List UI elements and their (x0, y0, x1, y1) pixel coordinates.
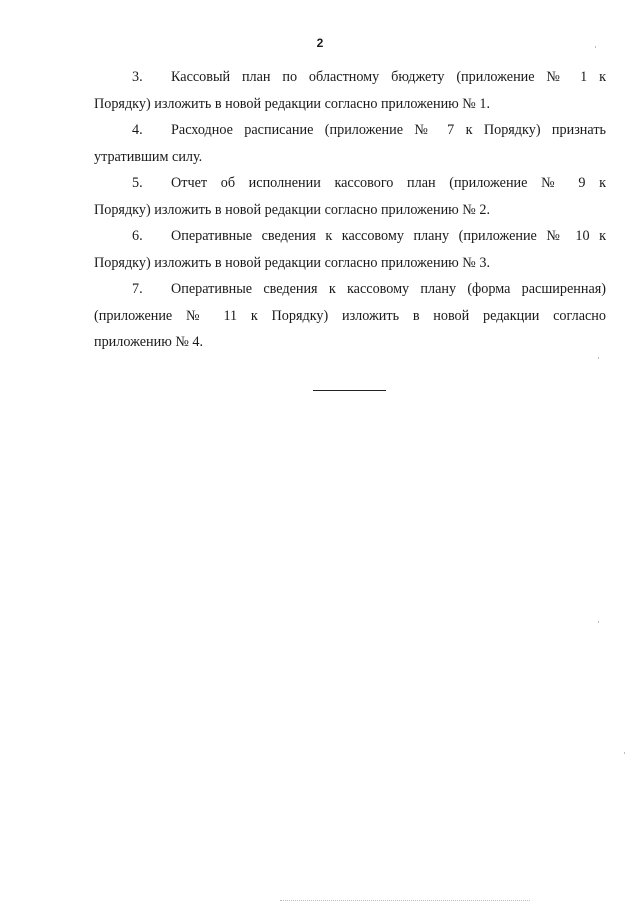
paragraph-number: 7. (132, 281, 143, 297)
scan-speck (624, 752, 625, 754)
paragraph-7 (94, 276, 606, 356)
scan-speck (598, 357, 599, 359)
document-body (94, 64, 606, 356)
end-separator-line (313, 390, 386, 391)
paragraph-line: Кассовый план по областному бюджету (приложение № 1 к (171, 69, 606, 85)
paragraph-number: 6. (132, 228, 143, 244)
paragraph-number: 5. (132, 175, 143, 191)
paragraph-6 (94, 223, 606, 276)
scan-artifact-line (280, 899, 530, 901)
paragraph-line: Отчет об исполнении кассового план (приложение № 9 к (171, 175, 606, 191)
paragraph-line: Расходное расписание (приложение № 7 к Порядку) признать (171, 122, 606, 138)
scan-speck (595, 46, 596, 48)
paragraph-line: Порядку) изложить в новой редакции согласно приложению № 2. (94, 201, 491, 218)
paragraph-line: приложению № 4. (94, 334, 204, 350)
paragraph-line: утратившим силу. (94, 148, 203, 165)
paragraph-number: 4. (132, 122, 143, 138)
paragraph-line: Порядку) изложить в новой редакции согласно приложению № 1. (94, 95, 491, 112)
paragraph-line: Порядку) изложить в новой редакции согласно приложению № 3. (94, 254, 491, 271)
paragraph-5 (94, 170, 606, 223)
paragraph-3 (94, 64, 606, 117)
paragraph-number: 3. (132, 69, 143, 85)
paragraph-line: Оперативные сведения к кассовому плану (приложение № 10 к (171, 228, 606, 244)
page-number: 2 (316, 36, 324, 50)
scan-speck (598, 621, 599, 623)
paragraph-line: (приложение № 11 к Порядку) изложить в новой редакции согласно (94, 307, 606, 324)
paragraph-line: Оперативные сведения к кассовому плану (форма расширенная) (171, 281, 606, 297)
paragraph-4 (94, 117, 606, 170)
